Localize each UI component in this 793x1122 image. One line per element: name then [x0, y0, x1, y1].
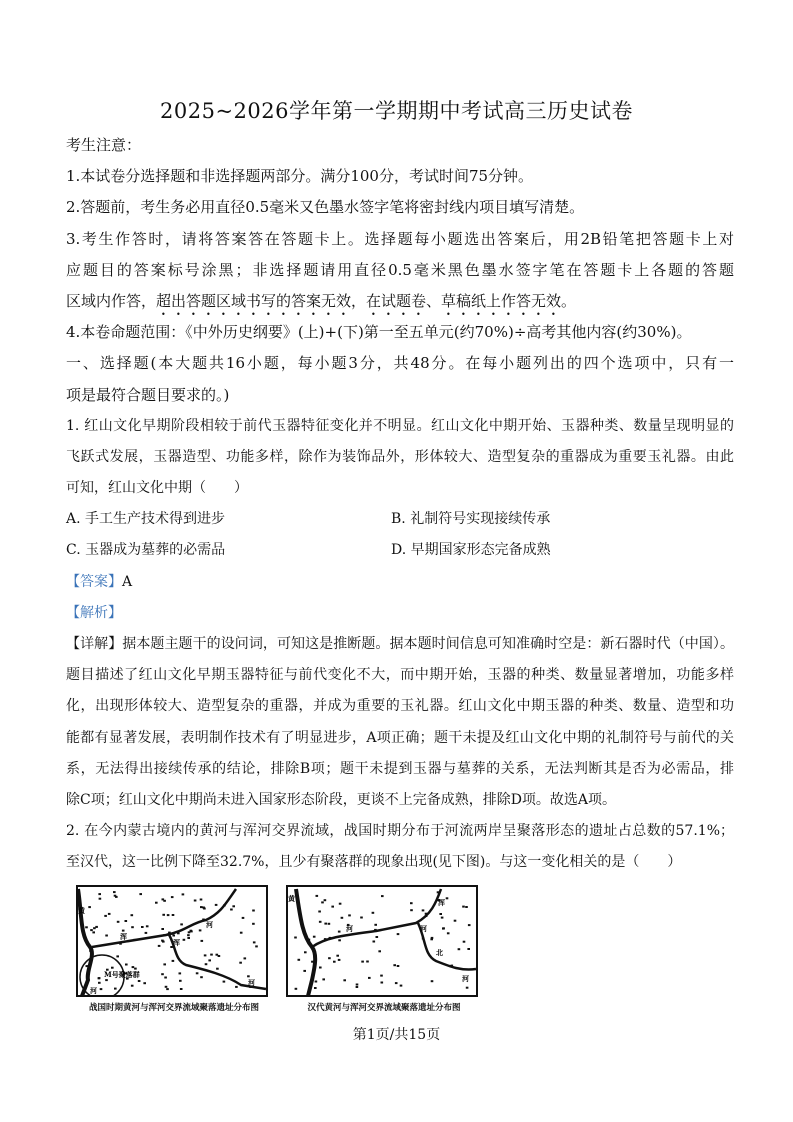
q2-maps [73, 885, 493, 1025]
settlement-dot [158, 945, 161, 947]
settlement-dot [315, 981, 318, 983]
settlement-dot [303, 970, 306, 972]
settlement-dot [92, 931, 95, 933]
settlement-dot [308, 939, 311, 941]
settlement-dot [187, 934, 190, 936]
q1-option-a: A. 手工生产技术得到进步 [66, 511, 226, 528]
settlement-dot [467, 948, 470, 950]
settlement-dot [329, 937, 332, 939]
settlement-dot [125, 964, 128, 966]
q1-stem-line-1: 1. 红山文化早期阶段相较于前代玉器特征变化并不明显。红山文化中期开始、玉器种类、数量呈现明显的 [66, 417, 734, 434]
settlement-dot [117, 921, 120, 923]
map-label: 浑 [120, 932, 127, 941]
settlement-dot [446, 897, 449, 899]
settlement-dot [319, 921, 322, 923]
page-title: 2025~2026学年第一学期期中考试高三历史试卷 [160, 99, 633, 123]
settlement-dot [397, 933, 400, 935]
q1-option-b: B. 礼制符号实现接续传承 [391, 511, 551, 528]
settlement-dot [313, 936, 316, 938]
settlement-dot [179, 972, 182, 974]
settlement-dot [199, 929, 202, 931]
map-label: 河 [420, 924, 427, 933]
settlement-dot [328, 957, 331, 959]
settlement-dot [242, 917, 245, 919]
settlement-dot [165, 986, 168, 988]
settlement-dot [333, 961, 336, 963]
settlement-dot [442, 928, 445, 930]
settlement-dot [324, 899, 327, 901]
settlement-dot [215, 904, 218, 906]
notice-item-1: 1.本试卷分选择题和非选择题两部分。满分100分，考试时间75分钟。 [66, 167, 534, 186]
settlement-dot [462, 906, 465, 908]
settlement-dot [381, 895, 384, 897]
map-label: 河 [346, 924, 353, 933]
settlement-dot [111, 967, 114, 969]
settlement-dot [338, 959, 341, 961]
settlement-dot [374, 929, 377, 931]
settlement-dot [85, 926, 88, 928]
settlement-dot [338, 939, 341, 941]
notice-item-3-end: 。 [561, 291, 577, 310]
settlement-dot [201, 940, 204, 942]
settlement-dot [141, 926, 144, 928]
q2-stem-line-2: 至汉代，这一比例下降至32.7%，且少有聚落群的现象出现(见下图)。与这一变化相关的是（ ） [66, 854, 682, 871]
settlement-dot [400, 985, 403, 987]
settlement-dot [190, 930, 193, 932]
q1-detail-line-4: 能都有显著发展，表明制作技术有了明显进步，A项正确；题干未提及红山文化中期的礼制符号与前代的关 [66, 729, 734, 746]
settlement-dot [451, 965, 454, 967]
q1-stem-line-3: 可知，红山文化中期（ ） [66, 480, 248, 497]
notice-heading: 考生注意： [66, 136, 142, 154]
settlement-dot [422, 938, 425, 940]
notice-item-2: 2.答题前，考生务必用直径0.5毫米又色墨水签字笔将密封线内项目填写清楚。 [66, 198, 585, 217]
settlement-dot [119, 943, 122, 945]
settlement-dot [172, 960, 175, 962]
settlement-dot [163, 963, 166, 965]
map-label: 河 [206, 920, 213, 929]
settlement-dot [253, 941, 256, 943]
settlement-dot [180, 988, 183, 990]
map-label: 浑 [173, 938, 180, 947]
section-heading-line-1: 一、选择题(本大题共16小题，每小题3分，共48分。在每小题列出的四个选项中，只有一 [66, 354, 734, 373]
settlement-dot [172, 935, 175, 937]
settlement-dot [145, 932, 148, 934]
settlement-dot [93, 927, 96, 929]
settlement-dot [252, 910, 255, 912]
map-label: 河 [90, 986, 97, 995]
q1-detail-line-1: 【详解】据本题主题干的设问词，可知这是推断题。据本题时间信息可知准确时空是：新石器时代（中国）。 [66, 636, 734, 652]
map-caption: 汉代黄河与浑河交界流域聚落遗址分布图 [307, 1003, 461, 1013]
settlement-dot [322, 978, 325, 980]
settlement-dot [171, 896, 174, 898]
settlement-dot [437, 891, 440, 893]
settlement-dot [182, 893, 185, 895]
settlement-dot [99, 898, 102, 900]
document-body [66, 130, 734, 879]
settlement-dot [196, 972, 199, 974]
settlement-dot [318, 911, 321, 913]
notice-item-3-emphasis: 超出答题区域书写的答案无效，在试题卷、草稿纸上作答无效 [156, 291, 562, 310]
q1-options-row-1 [66, 504, 734, 535]
settlement-dot [441, 917, 444, 919]
settlement-dot [374, 924, 377, 926]
settlement-dot [187, 937, 190, 939]
settlement-dot [146, 925, 149, 927]
settlement-dot [422, 909, 425, 911]
settlement-dot [247, 975, 250, 977]
settlement-dot [366, 961, 369, 963]
settlement-dot [131, 985, 134, 987]
settlement-dot [294, 937, 297, 939]
settlement-dot [162, 914, 165, 916]
settlement-dot [155, 902, 158, 904]
settlement-dot [244, 957, 247, 959]
notice-item-3-line-2: 应题目的答案标号涂黑；非选择题请用直径0.5毫米黑色墨水签字笔在答题卡上各题的答题 [66, 260, 734, 279]
map-warring-states [76, 885, 272, 1013]
settlement-dot [162, 898, 165, 900]
settlement-dot [331, 906, 334, 908]
settlement-dot [360, 917, 363, 919]
settlement-dot [319, 967, 322, 969]
settlement-dot [336, 955, 339, 957]
settlement-dot [200, 906, 203, 908]
settlement-dot [311, 961, 314, 963]
settlement-dot [378, 950, 381, 952]
settlement-dot [100, 988, 103, 990]
settlement-dot [341, 917, 344, 919]
settlement-dot [223, 904, 226, 906]
settlement-dot [86, 965, 89, 967]
settlement-dot [113, 891, 116, 893]
settlement-dot [105, 979, 108, 981]
settlement-dot [200, 899, 203, 901]
section-heading-line-2: 项是最符合题目要求的。) [66, 385, 230, 404]
settlement-dot [98, 977, 101, 979]
settlement-dot [410, 909, 413, 911]
notice-item-3-text: 区域内作答， [66, 291, 157, 310]
settlement-dot [167, 914, 170, 916]
settlement-dot [397, 965, 400, 967]
settlement-dot [314, 987, 317, 989]
settlement-dot [202, 919, 205, 921]
settlement-dot [343, 979, 346, 981]
settlement-dot [339, 903, 342, 905]
settlement-dot [105, 935, 108, 937]
notice-item-3-line-3 [66, 286, 734, 317]
map-label: 黄 [288, 894, 295, 903]
answer-label: 【答案】 [66, 573, 122, 590]
settlement-dot [239, 962, 242, 964]
q1-stem-line-2: 飞跃式发展，玉器造型、功能多样，除作为装饰品外，形体较大、造型复杂的重器成为重要玉礼器。由此 [66, 448, 734, 465]
q1-detail-line-3: 化，出现形体较大、造型复杂的重器，并成为重要的玉礼器。红山文化中期玉器的种类、数量、造型和功 [66, 698, 734, 715]
settlement-dot [447, 932, 450, 934]
settlement-dot [380, 975, 383, 977]
settlement-dot [172, 914, 175, 916]
settlement-dot [368, 977, 371, 979]
settlement-dot [163, 934, 166, 936]
settlement-dot [466, 987, 469, 989]
settlement-dot [439, 913, 442, 915]
settlement-dot [295, 988, 298, 990]
map-han [286, 885, 482, 1013]
settlement-dot [348, 914, 351, 916]
settlement-dot [356, 986, 359, 988]
map-label: 北 [436, 948, 443, 957]
settlement-dot [230, 909, 233, 911]
settlement-dot [205, 963, 208, 965]
settlement-dot [216, 968, 219, 970]
settlement-dot [216, 954, 219, 956]
settlement-dot [235, 986, 238, 988]
settlement-dot [430, 938, 433, 940]
settlement-dot [89, 950, 92, 952]
settlement-dot [203, 908, 206, 910]
answer-value: A [122, 573, 133, 590]
settlement-dot [410, 902, 413, 904]
settlement-dot [194, 900, 197, 902]
settlement-dot [164, 977, 167, 979]
settlement-dot [393, 964, 396, 966]
settlement-dot [131, 926, 134, 928]
page-footer: 第1页/共15页 [352, 1027, 441, 1043]
settlement-dot [88, 906, 91, 908]
settlement-dot [161, 928, 164, 930]
settlement-dot [395, 982, 398, 984]
settlement-dot [98, 982, 101, 984]
settlement-dot [324, 923, 327, 925]
settlement-dot [138, 980, 141, 982]
settlement-map-han [286, 885, 478, 997]
settlement-dot [90, 929, 93, 931]
settlement-dot [108, 913, 111, 915]
q1-answer [66, 567, 734, 598]
settlement-dot [338, 931, 341, 933]
settlement-dot [454, 920, 457, 922]
q2-stem-line-1: 2. 在今内蒙古境内的黄河与浑河交界流域，战国时期分布于河流两岸呈聚落形态的遗址占总数的57.1%； [66, 823, 734, 840]
settlement-dot [208, 959, 211, 961]
settlement-dot [232, 905, 235, 907]
settlement-dot [458, 948, 461, 950]
settlement-dot [200, 976, 203, 978]
settlement-dot [131, 914, 134, 916]
settlement-dot [425, 913, 428, 915]
settlement-dot [463, 941, 466, 943]
map-caption: 战国时期黄河与浑河交界流域聚落遗址分布图 [88, 1003, 259, 1013]
analysis-label: 【解析】 [66, 604, 122, 621]
settlement-dot [328, 923, 331, 925]
settlement-dot [468, 924, 471, 926]
settlement-dot [381, 982, 384, 984]
notice-item-4: 4.本卷命题范围：《中外历史纲要》(上)+(下)第一至五单元(约70%)÷高考其他内容(约30%)。 [66, 323, 692, 342]
q1-detail-line-6: 除C项；红山文化中期尚未进入国家形态阶段，更谈不上完备成熟，排除D项。故选A项。 [66, 791, 617, 808]
settlement-dot [210, 954, 213, 956]
settlement-dot [314, 956, 317, 958]
q1-option-d: D. 早期国家形态完备成熟 [391, 542, 551, 559]
settlement-dot [114, 988, 117, 990]
settlement-dot [431, 980, 434, 982]
settlement-dot [372, 912, 375, 914]
settlement-dot [125, 920, 128, 922]
map-label: 河 [248, 978, 255, 987]
settlement-dot [373, 941, 376, 943]
settlement-dot [316, 895, 319, 897]
settlement-dot [183, 939, 186, 941]
settlement-dot [465, 906, 468, 908]
settlement-dot [114, 895, 117, 897]
settlement-dot [180, 923, 183, 925]
map-circle-label: M号聚落群 [104, 970, 140, 979]
settlement-dot [179, 980, 182, 982]
map-label: 浑 [438, 898, 445, 907]
settlement-dot [168, 932, 171, 934]
settlement-dot [321, 901, 324, 903]
settlement-dot [139, 893, 142, 895]
settlement-dot [98, 893, 101, 895]
settlement-dot [361, 961, 364, 963]
map-label: 黄 [78, 906, 85, 915]
settlement-dot [177, 932, 180, 934]
map-label: 河 [462, 974, 469, 983]
settlement-dot [298, 959, 301, 961]
settlement-dot [255, 945, 258, 947]
q1-detail-line-5: 系，无法得出接续传承的结论，排除B项；题干未提到玉器与墓葬的关系，无法判断其是否为必需品，排 [66, 760, 734, 777]
settlement-dot [161, 973, 164, 975]
settlement-dot [223, 981, 226, 983]
settlement-dot [116, 955, 119, 957]
q1-options-row-2 [66, 535, 734, 566]
settlement-dot [240, 932, 243, 934]
settlement-dot [132, 966, 135, 968]
settlement-dot [376, 936, 379, 938]
settlement-dot [166, 988, 169, 990]
settlement-dot [356, 984, 359, 986]
settlement-map-warring-states [76, 885, 268, 997]
settlement-dot [143, 982, 146, 984]
notice-item-3-line-1: 3.考生作答时，请将答案答在答题卡上。选择题每小题选出答案后，用2B铅笔把答题卡上对 [66, 229, 734, 248]
q1-option-c: C. 玉器成为墓葬的必需品 [66, 542, 226, 559]
settlement-dot [304, 951, 307, 953]
settlement-dot [324, 938, 327, 940]
settlement-dot [133, 939, 136, 941]
settlement-dot [425, 915, 428, 917]
q1-detail-line-2: 题目描述了红山文化早期玉器特征与前代变化不大，而中期开始，玉器的种类、数量显著增加，功能多样 [66, 667, 734, 684]
settlement-dot [104, 915, 107, 917]
settlement-dot [252, 923, 255, 925]
settlement-dot [161, 940, 164, 942]
settlement-dot [204, 954, 207, 956]
